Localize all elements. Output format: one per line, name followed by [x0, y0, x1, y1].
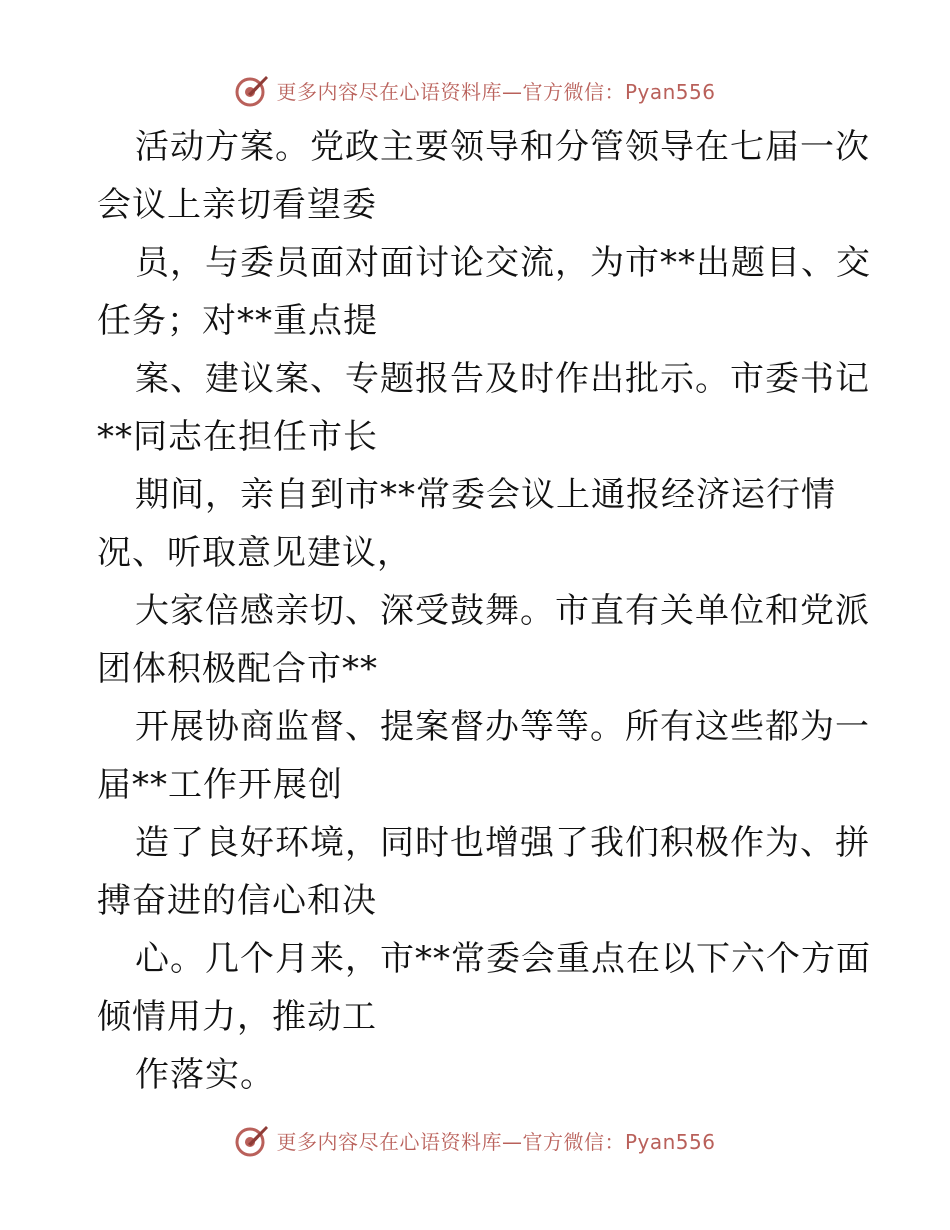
text-line: 心。几个月来，市**常委会重点在以下六个方面 — [135, 939, 871, 979]
text-line: 作落实。 — [135, 1055, 275, 1095]
document-body — [97, 118, 871, 1104]
text-line: 团体积极配合市** — [97, 649, 378, 689]
text-line: 员，与委员面对面讨论交流，为市**出题目、交 — [135, 243, 871, 283]
text-line: 期间，亲自到市**常委会议上通报经济运行情 — [135, 475, 836, 515]
footer-watermark — [0, 1120, 950, 1160]
text-line: 大家倍感亲切、深受鼓舞。市直有关单位和党派 — [135, 591, 870, 631]
watermark-text: 更多内容尽在心语资料库—官方微信：Pyan556 — [276, 79, 716, 104]
text-line: 倾情用力，推动工 — [97, 997, 377, 1037]
text-line: 届**工作开展创 — [97, 765, 343, 805]
quill-logo-icon — [234, 1122, 270, 1158]
text-line: 活动方案。党政主要领导和分管领导在七届一次 — [135, 127, 870, 167]
text-line: 会议上亲切看望委 — [97, 185, 377, 225]
text-line: 开展协商监督、提案督办等等。所有这些都为一 — [135, 707, 870, 747]
header-watermark — [0, 70, 950, 110]
quill-logo-icon — [234, 72, 270, 108]
text-line: 搏奋进的信心和决 — [97, 881, 377, 921]
text-line: 案、建议案、专题报告及时作出批示。市委书记 — [135, 359, 870, 399]
text-line: 造了良好环境，同时也增强了我们积极作为、拼 — [135, 823, 870, 863]
text-line: 任务；对**重点提 — [97, 301, 378, 341]
text-line: **同志在担任市长 — [97, 417, 378, 457]
watermark-text: 更多内容尽在心语资料库—官方微信：Pyan556 — [276, 1129, 716, 1154]
text-line: 况、听取意见建议， — [97, 533, 412, 573]
